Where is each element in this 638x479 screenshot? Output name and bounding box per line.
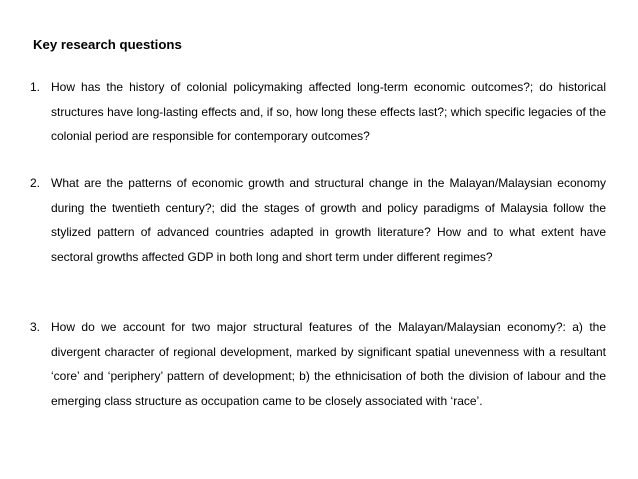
question-text: How do we account for two major structural features of the Malayan/Malaysian economy?: a) the divergent character of regional development, marked by significant spatial unevenness with a resultant ‘core’ and ‘periphery’ pattern of development; b) the ethnicisation of both the division of labour and the emerging class structure as occupation came to be closely associated with ‘race’. [51, 320, 606, 408]
question-item-1 [30, 75, 606, 149]
question-text: How has the history of colonial policymaking affected long-term economic outcomes?; do historical structures have long-lasting effects and, if so, how long these effects last?; which specific legacies of the colonial period are responsible for contemporary outcomes? [51, 80, 606, 143]
question-text: What are the patterns of economic growth and structural change in the Malayan/Malaysian economy during the twentieth century?; did the stages of growth and policy paradigms of Malaysia follow the stylized pattern of advanced countries adapted in growth literature? How and to what extent have sectoral growths affected GDP in both long and short term under different regimes? [51, 176, 606, 264]
slide-heading: Key research questions [33, 37, 182, 52]
question-number: 2. [30, 176, 41, 190]
question-item-3 [30, 315, 606, 413]
question-number: 3. [30, 320, 41, 334]
question-number: 1. [30, 80, 41, 94]
question-item-2 [30, 171, 606, 269]
